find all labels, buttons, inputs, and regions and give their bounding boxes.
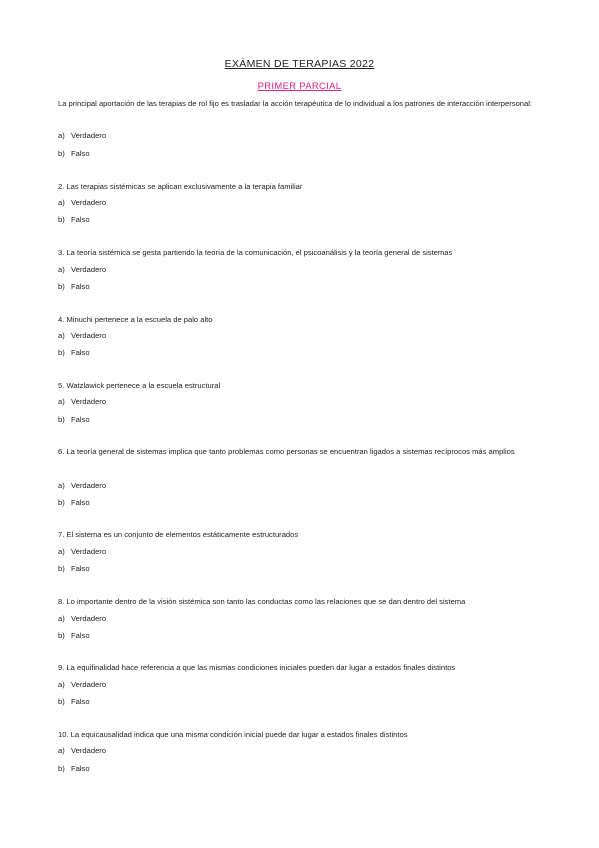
- question-1-option-b: [58, 149, 90, 158]
- option-letter: a): [58, 397, 65, 406]
- option-label: Verdadero: [71, 198, 107, 207]
- option-label: Verdadero: [71, 614, 107, 623]
- question-10-text: 10. La equicausalidad indica que una misma condición inicial puede dar lugar a estados finales distintos: [58, 730, 408, 739]
- question-1-option-a: [58, 131, 106, 140]
- option-letter: b): [58, 282, 65, 291]
- question-9-option-a: [58, 680, 106, 689]
- page-title: EXÁMEN DE TERAPIAS 2022: [224, 58, 375, 70]
- option-letter: b): [58, 498, 65, 507]
- option-letter: b): [58, 697, 65, 706]
- option-letter: a): [58, 547, 65, 556]
- option-label: Falso: [71, 631, 90, 640]
- option-label: Verdadero: [71, 481, 107, 490]
- question-7-text: 7. El sistema es un conjunto de elementos estáticamente estructurados: [58, 530, 299, 539]
- option-label: Falso: [71, 149, 90, 158]
- option-label: Falso: [71, 498, 90, 507]
- option-label: Falso: [71, 282, 90, 291]
- question-2-option-a: [58, 198, 106, 207]
- option-letter: a): [58, 614, 65, 623]
- option-label: Falso: [71, 564, 90, 573]
- option-letter: b): [58, 215, 65, 224]
- question-7-option-b: [58, 564, 90, 573]
- question-4-text: 4. Minuchi pertenece a la escuela de palo alto: [58, 315, 213, 324]
- question-5-option-b: [58, 415, 90, 424]
- question-4-option-b: [58, 348, 90, 357]
- question-4-option-a: [58, 331, 106, 340]
- question-5-text: 5. Watzlawick pertenece a la escuela estructural: [58, 381, 221, 390]
- option-letter: a): [58, 481, 65, 490]
- question-8-option-a: [58, 614, 106, 623]
- option-letter: a): [58, 680, 65, 689]
- question-3-option-a: [58, 265, 106, 274]
- option-label: Falso: [71, 415, 90, 424]
- option-letter: b): [58, 348, 65, 357]
- option-label: Falso: [71, 215, 90, 224]
- question-1-text: La principal aportación de las terapias de rol fijo es trasladar la acción terapéutica de lo individual a los patrones de interacción interpersonal:: [58, 99, 533, 108]
- option-label: Verdadero: [71, 397, 107, 406]
- question-2-text: 2. Las terapias sistémicas se aplican exclusivamente a la terapia familiar: [58, 182, 303, 191]
- question-6-text: 6. La teoría general de sistemas implica que tanto problemas como personas se encuentran ligados a sistemas recíprocos más amplios: [58, 447, 515, 456]
- option-letter: b): [58, 564, 65, 573]
- question-2-option-b: [58, 215, 90, 224]
- question-3-text: 3. La teoría sistémica se gesta partiendo la teoría de la comunicación, el psicoanálisis y la teoría general de sistemas: [58, 248, 453, 257]
- option-letter: b): [58, 631, 65, 640]
- question-6-option-b: [58, 498, 90, 507]
- option-letter: a): [58, 131, 65, 140]
- option-label: Verdadero: [71, 680, 107, 689]
- option-letter: b): [58, 415, 65, 424]
- question-7-option-a: [58, 547, 106, 556]
- option-label: Falso: [71, 348, 90, 357]
- option-letter: b): [58, 149, 65, 158]
- option-label: Verdadero: [71, 746, 107, 755]
- question-6-option-a: [58, 481, 106, 490]
- option-label: Verdadero: [71, 131, 107, 140]
- option-label: Verdadero: [71, 547, 107, 556]
- option-label: Falso: [71, 764, 90, 773]
- option-letter: a): [58, 746, 65, 755]
- question-9-text: 9. La equifinalidad hace referencia a que las mismas condiciones iniciales pueden dar lugar a estados finales distintos: [58, 663, 456, 672]
- option-label: Verdadero: [71, 265, 107, 274]
- option-letter: a): [58, 331, 65, 340]
- option-letter: a): [58, 198, 65, 207]
- question-8-text: 8. Lo importante dentro de la visión sistémica son tanto las conductas como las relaciones que se dan dentro del sistema: [58, 597, 466, 606]
- question-3-option-b: [58, 282, 90, 291]
- option-label: Falso: [71, 697, 90, 706]
- option-letter: b): [58, 764, 65, 773]
- question-10-option-b: [58, 764, 90, 773]
- option-label: Verdadero: [71, 331, 107, 340]
- question-8-option-b: [58, 631, 90, 640]
- question-10-option-a: [58, 746, 106, 755]
- option-letter: a): [58, 265, 65, 274]
- page-subtitle: PRIMER PARCIAL: [257, 81, 342, 92]
- question-9-option-b: [58, 697, 90, 706]
- question-5-option-a: [58, 397, 106, 406]
